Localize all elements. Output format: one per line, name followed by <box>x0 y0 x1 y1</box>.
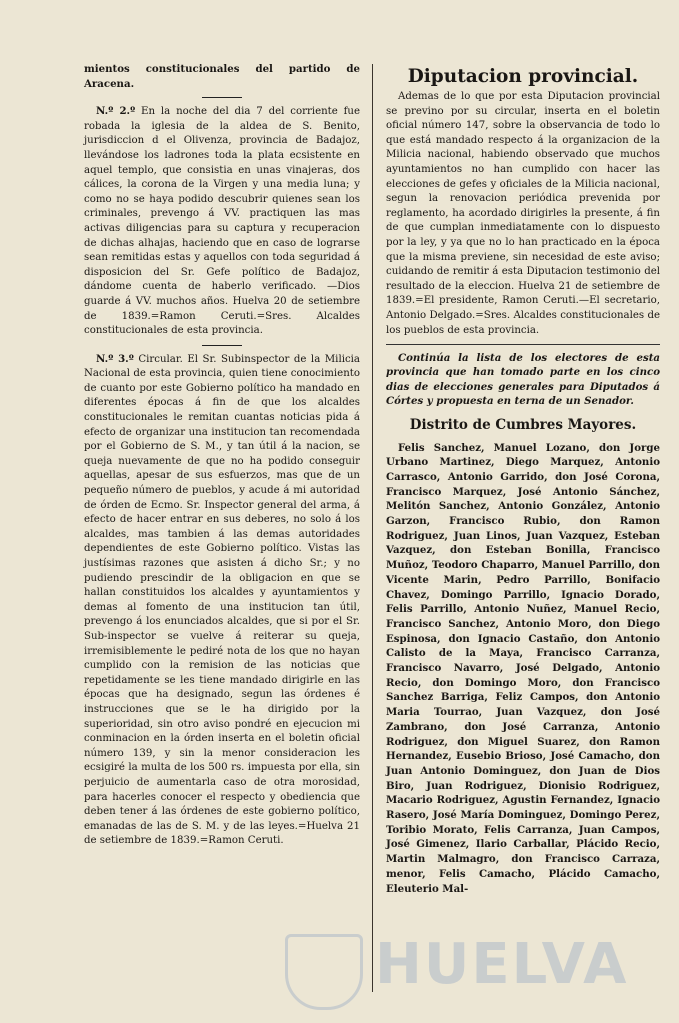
electors-names-list: Felis Sanchez, Manuel Lozano, don Jorge Urbano Martinez, Diego Marquez, Antonio Carrasco, Antonio Garrido, don José Corona, Francisco Marquez, José Antonio Sánchez, Melitón Sanchez, Antonio González, Antonio Garzon, Francisco Rubio, don Ramon Rodriguez, Juan Linos, Juan Vazquez, Esteban Vazquez, don Esteban Bonilla, Francisco Muñoz, Teodoro Chaparro, Manuel Parrillo, don Vicente Marin, Pedro Parrillo, Bonifacio Chavez, Domingo Parrillo, Ignacio Dorado, Felis Parrillo, Antonio Nuñez, Manuel Recio, Francisco Sanchez, Antonio Moro, don Diego Espinosa, don Ignacio Castaño, don Antonio Calisto de la Maya, Francisco Carranza, Francisco Navarro, José Delgado, Antonio Recio, don Domingo Moro, don Francisco Sanchez Barriga, Feliz Campos, don Antonio Maria Tourrao, Juan Vazquez, don José Zambrano, don José Carranza, Antonio Rodriguez, don Miguel Suarez, don Ramon Hernandez, Eusebio Brioso, José Camacho, don Juan Antonio Dominguez, don Juan de Dios Biro, Juan Rodriguez, Dionisio Rodriguez, Macario Rodriguez, Agustin Fernandez, Ignacio Rasero, José María Dominguez, Domingo Perez, Toribio Morato, Felis Carranza, Juan Campos, José Gimenez, Ilario Carballar, Plácido Recio, Martin Malmagro, don Francisco Carraza, menor, Felis Camacho, Plácido Camacho, Eleuterio Mal- <box>386 441 660 895</box>
item-2-paragraph <box>84 104 360 339</box>
short-separator <box>202 345 242 346</box>
electors-list-intro: Continúa la lista de los electores de esta provincia que han tomado parte en los cinco dias de elecciones generales para Diputados á Córtes y propuesta en terna de un Senador. <box>386 352 660 407</box>
column-divider <box>372 64 373 992</box>
district-heading: Distrito de Cumbres Mayores. <box>409 416 637 433</box>
short-separator <box>202 97 242 98</box>
item-3-number: N.º 3.º <box>96 352 134 365</box>
right-column <box>386 66 660 896</box>
item-3-text: Circular. El Sr. Subinspector de la Milicia Nacional de esta provincia, quien tiene conocimiento de cuanto por este Gobierno político ha mandado en diferentes épocas á fin de que los alcaldes constitucionales le remitan cuantas noticias pida á efecto de organizar una institucion tan recomendada por el Gobierno de S. M., y tan útil á la nacion, se queja nuevamente de que no ha podido conseguir aquellas, apesar de sus esfuerzos, mas que de un pequeño número de pueblos, y acude á mi autoridad de órden de Ecmo. Sr. Inspector general del arma, á efecto de hacer entrar en sus deberes, no solo á los alcaldes, mas tambien á las demas autoridades dependientes de este Gobierno político. Vistas las justísimas razones que asisten á dicho Sr.; y no pudiendo prescindir de la obligacion en que se hallan constituidos los alcaldes y ayuntamientos y demas al fomento de una institucion tan útil, prevengo á los enunciados alcaldes, que si por el Sr. Sub-inspector se vuelve á reiterar su queja, irremisiblemente le pediré nota de los que no hayan cumplido con la remision de las noticias que repetidamente se les tiene mandado dirigirle en las épocas que ha designado, segun las órdenes é instrucciones que se le ha dirigido por la superioridad, sin otro aviso pondré en ejecucion mi conminacion en la órden inserta en el boletin oficial número 139, y sin la menor consideracion les ecsigiré la multa de los 500 rs. impuesta por ella, sin perjuicio de aumentarla caso de otra morosidad, para hacerles conocer el respecto y obediencia que deben tener á las órdenes de este gobierno político, emanadas de las de S. M. y de las leyes.=Huelva 21 de setiembre de 1839.=Ramon Ceruti. <box>84 353 360 847</box>
coat-of-arms-shield-icon <box>285 934 363 1010</box>
archive-watermark <box>285 930 629 1010</box>
item-2-text: En la noche del dia 7 del corriente fue robada la iglesia de la aldea de S. Benito, jurisdiccion d el Olivenza, provincia de Badajoz, llevándose los ladrones toda la plata ecsistente en aquel templo, que consistia en unas vinajeras, dos cálices, la corona de la Virgen y una media luna; y como no se haya podido descubrir quienes sean los criminales, prevengo á VV. practiquen las mas activas diligencias para su captura y recuperacion de dichas alhajas, haciendo que en caso de lograrse sean remitidas estas y aquellos con toda seguridad á disposicion del Sr. Gefe político de Badajoz, dándome cuenta de haberlo verificado. —Dios guarde á VV. muchos años. Huelva 20 de setiembre de 1839.=Ramon Ceruti.=Sres. Alcaldes constitucionales de esta provincia. <box>84 106 360 337</box>
left-column <box>84 62 360 849</box>
diputacion-heading: Diputacion provincial. <box>407 66 639 87</box>
item-2-number: N.º 2.º <box>96 105 136 118</box>
diputacion-paragraph: Ademas de lo que por esta Diputacion provincial se previno por su circular, inserta en el boletin oficial número 147, sobre la observancia de todo lo que está mandado respecto á la organizacion de la Milicia nacional, habiendo observado que muchos ayuntamientos no han cumplido con hacer las elecciones de gefes y oficiales de la Milicia nacional, segun la renovacion periódica prevenida por reglamento, ha acordado dirigirles la presente, á fin de que cumplan inmediatamente con lo dispuesto por la ley, y ya que no lo han practicado en la época que la misma previene, sin necesidad de este aviso; cuidando de remitir á esta Diputacion testimonio del resultado de la eleccion. Huelva 21 de setiembre de 1839.=El presidente, Ramon Ceruti.—El secretario, Antonio Delgado.=Sres. Alcaldes constitucionales de los pueblos de esta provincia. <box>386 91 660 336</box>
section-separator <box>386 344 660 345</box>
watermark-text: HUELVA <box>375 932 629 997</box>
continuation-paragraph: mientos constitucionales del partido de Aracena. <box>84 63 360 90</box>
item-3-paragraph <box>84 352 360 849</box>
